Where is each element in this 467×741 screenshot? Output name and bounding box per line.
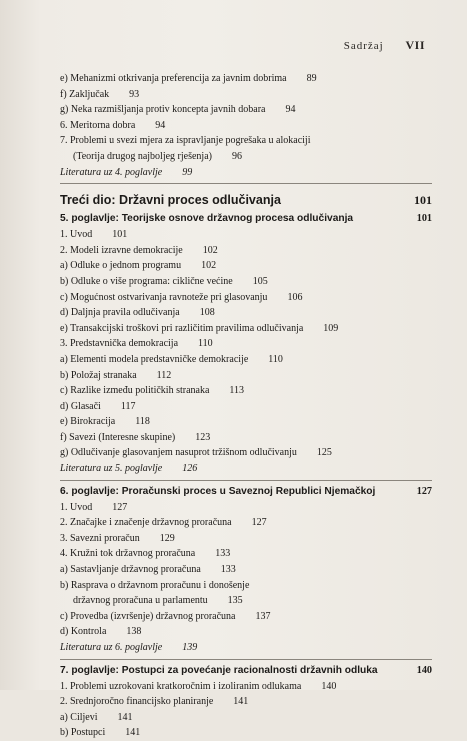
divider (60, 659, 432, 660)
toc-entry: 1. Problemi uzrokovani kratkoročnim i izoliranim odlukama 140 (60, 680, 337, 692)
toc-entry: 2. Srednjoročno financijsko planiranje 141 (60, 696, 249, 708)
toc-entry: b) Odluke o više programa: ciklične većine 105 (60, 275, 268, 287)
toc-entry: d) Kontrola 138 (60, 626, 142, 638)
toc-entry: a) Elementi modela predstavničke demokracije 110 (60, 353, 283, 365)
toc-entry: 2. Modeli izravne demokracije 102 (60, 244, 218, 256)
toc-entry: državnog proračuna u parlamentu 135 (73, 595, 243, 607)
toc-entry: c) Provedba (izvršenje) državnog proračuna 137 (60, 610, 271, 622)
toc-entry: 1. Uvod 127 (60, 501, 128, 513)
toc-entry: g) Odlučivanje glasovanjem nasuprot tržišnom odlučivanju 125 (60, 447, 332, 459)
toc-entry: (Teorija drugog najboljeg rješenja) 96 (73, 150, 242, 162)
toc-entry: 1. Uvod 101 (60, 229, 128, 241)
divider (60, 480, 432, 481)
toc-entry: f) Savezi (Interesne skupine) 123 (60, 431, 211, 443)
toc-entry: e) Mehanizmi otkrivanja preferencija za javnim dobrima 89 (60, 73, 317, 84)
toc-entry: a) Sastavljanje državnog proračuna 133 (60, 564, 236, 576)
table-of-contents (60, 71, 432, 741)
toc-entry: 3. Predstavnička demokracija 110 (60, 338, 213, 350)
toc-entry: g) Neka razmišljanja protiv koncepta javnih dobara 94 (60, 104, 296, 116)
toc-entry: 4. Kružni tok državnog proračuna 133 (60, 548, 231, 560)
toc-entry: b) Rasprava o državnom proračunu i donošenje (60, 579, 250, 591)
divider (60, 183, 432, 184)
toc-entry: c) Mogućnost ostvarivanja ravnoteže pri glasovanju 106 (60, 291, 303, 303)
toc-entry: b) Postupci 141 (60, 727, 141, 739)
toc-entry: f) Zaključak 93 (60, 88, 140, 100)
toc-entry: 6. Meritorna dobra 94 (60, 119, 166, 131)
chapter-heading: 5. poglavlje: Teorijske osnove državnog procesa odlučivanja 101 (60, 213, 432, 225)
part-heading: Treći dio: Državni proces odlučivanja 101 (60, 193, 432, 208)
page-number: VII (405, 38, 425, 52)
toc-entry: e) Transakcijski troškovi pri različitim pravilima odlučivanja 109 (60, 322, 339, 334)
toc-entry: d) Daljnja pravila odlučivanja 108 (60, 307, 215, 319)
running-header (344, 38, 425, 53)
toc-entry: 2. Značajke i značenje državnog proračuna 127 (60, 517, 267, 529)
literature-entry: Literatura uz 4. poglavlje 99 (60, 166, 193, 178)
toc-entry: d) Glasači 117 (60, 400, 136, 412)
chapter-heading: 7. poglavlje: Postupci za povećanje racionalnosti državnih odluka 140 (60, 664, 432, 676)
section-title: Sadržaj (343, 40, 384, 52)
toc-entry: 7. Problemi u svezi mjera za ispravljanje pogrešaka u alokaciji (60, 135, 311, 147)
literature-entry: Literatura uz 5. poglavlje 126 (60, 463, 198, 475)
toc-entry: a) Ciljevi 141 (60, 711, 133, 723)
toc-entry: a) Odluke o jednom programu 102 (60, 260, 217, 272)
literature-entry: Literatura uz 6. poglavlje 139 (60, 642, 198, 653)
toc-entry: c) Razlike između političkih stranaka 113 (60, 385, 245, 397)
toc-entry: 3. Savezni proračun 129 (60, 532, 175, 544)
toc-entry: e) Birokracija 118 (60, 416, 150, 428)
toc-entry: b) Položaj stranaka 112 (60, 369, 172, 381)
chapter-heading: 6. poglavlje: Proračunski proces u Saveznoj Republici Njemačkoj 127 (60, 485, 432, 497)
